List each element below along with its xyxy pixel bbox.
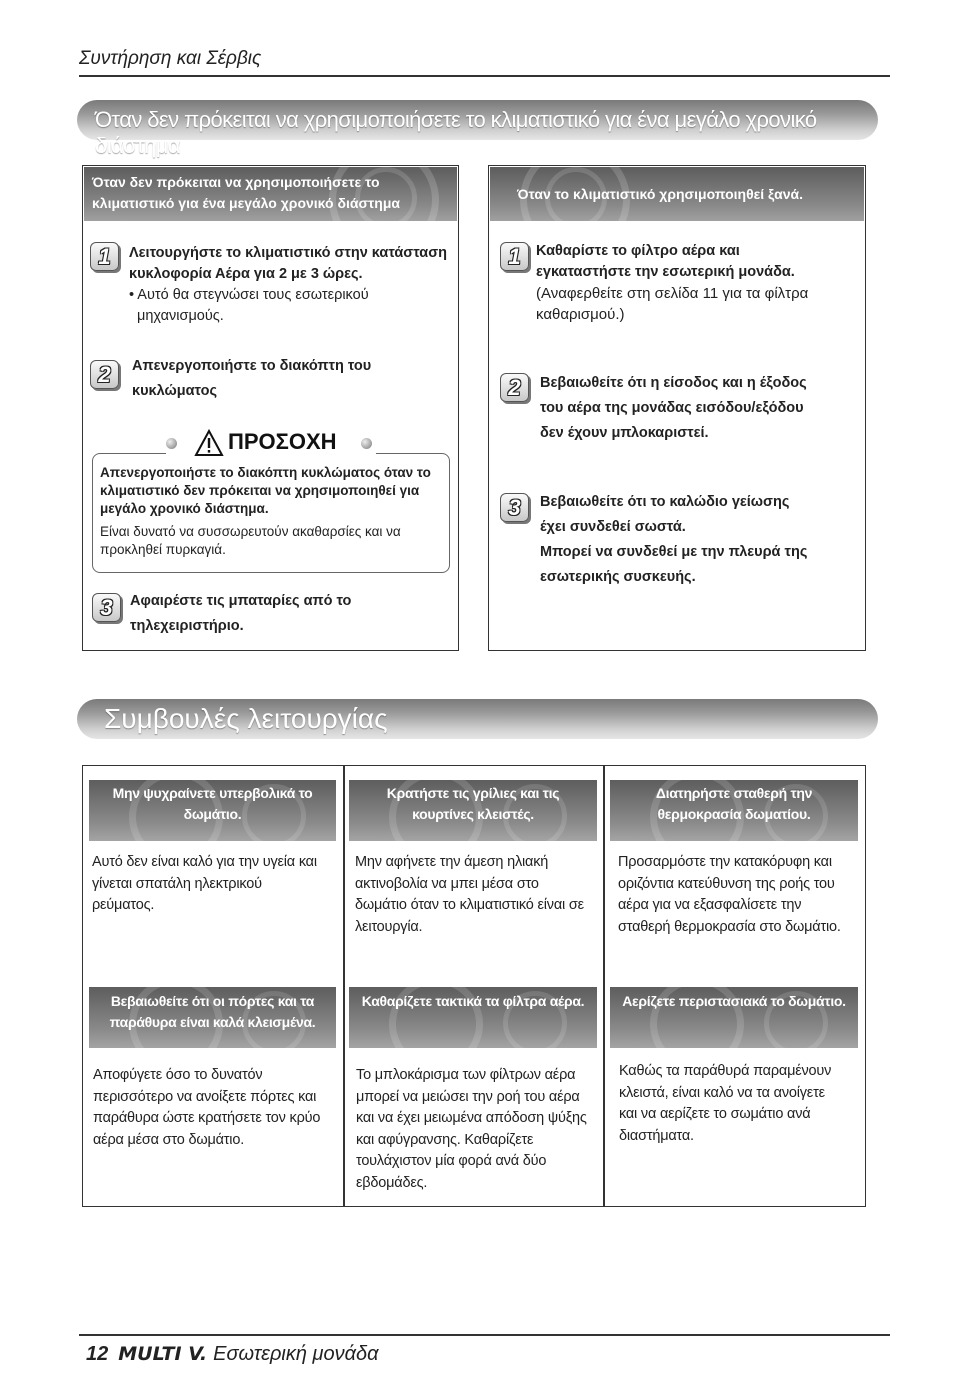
long-term-storage-banner <box>77 100 878 158</box>
tip-title: Αερίζετε περιστασιακά το δωμάτιο. <box>622 993 846 1009</box>
storage-step-2 <box>132 354 371 404</box>
warning-icon <box>194 429 224 457</box>
caution-label: ΠΡΟΣΟΧΗ <box>228 429 337 454</box>
storage-step-1 <box>129 243 447 327</box>
banner-title: Συμβουλές λειτουργίας <box>104 703 388 734</box>
tip-title: Κρατήστε τις γρίλιες και τις <box>386 785 560 801</box>
step-text: Λειτουργήστε το κλιματιστικό στην κατάσταση <box>129 245 447 261</box>
caution-bold: μεγάλο χρονικό διάστημα. <box>100 501 269 516</box>
header-rule <box>79 75 890 77</box>
banner-title: Όταν δεν πρόκειται να χρησιμοποιήσετε το κλιματιστικό για ένα μεγάλο χρονικό διάστημα <box>95 107 817 158</box>
tip-line: Αυτό δεν είναι καλό για την υγεία και <box>92 854 317 870</box>
tip-body <box>619 1061 863 1147</box>
step-text: Αφαιρέστε τις μπαταρίες από το <box>130 593 352 609</box>
tip-line: Το μπλοκάρισμα των φίλτρων αέρα <box>356 1067 576 1083</box>
tip-line: αέρα μέσα στο δωμάτιο. <box>93 1131 245 1148</box>
caution-bold: Απενεργοποιήστε το διακόπτη κυκλώματος όταν το <box>100 465 431 480</box>
step-text: κυκλώματος <box>132 383 217 399</box>
tip-header <box>89 987 336 1048</box>
step-note: μηχανισμούς. <box>137 308 224 324</box>
tip-header <box>349 780 597 841</box>
footer-text: Εσωτερική μονάδα <box>213 1343 379 1365</box>
tip-line: ακτινοβολία να μπει μέσα στο <box>355 875 539 892</box>
tip-header <box>349 987 597 1048</box>
storage-step-3 <box>130 589 351 639</box>
tip-header <box>610 987 858 1048</box>
storage-head-line1: Όταν δεν πρόκειται να χρησιμοποιήσετε το <box>92 174 380 190</box>
tip-title: κουρτίνες κλειστές. <box>412 806 534 822</box>
tip-line: μπορεί να μειώσει την ροή του αέρα <box>356 1088 580 1105</box>
tip-line: εβδομάδες. <box>356 1174 428 1191</box>
tip-body <box>355 852 600 938</box>
step-text: Βεβαιωθείτε ότι το καλώδιο γείωσης <box>540 494 790 510</box>
step-text: του αέρα της μονάδας εισόδου/εξόδου <box>540 400 804 416</box>
tip-line: Μην αφήνετε την άμεση ηλιακή <box>355 854 549 870</box>
step-number-3: 3 <box>92 593 121 622</box>
step-text: Καθαρίστε το φίλτρο αέρα και <box>536 243 740 259</box>
storage-steps-box <box>82 165 459 651</box>
step-text: έχει συνδεθεί σωστά. <box>540 519 686 535</box>
tip-line: ρεύματος. <box>92 897 155 913</box>
step-note: καθαρισμού.) <box>536 306 625 323</box>
tip-body <box>618 852 862 938</box>
tip-line: Καθώς τα παράθυρά παραμένουν <box>619 1063 832 1079</box>
step-number-1: 1 <box>90 242 119 271</box>
step-text: Βεβαιωθείτε ότι η είσοδος και η έξοδος <box>540 375 807 391</box>
tip-body <box>92 852 332 917</box>
tip-body <box>93 1065 333 1151</box>
tip-header <box>89 780 336 841</box>
tip-title: Βεβαιωθείτε ότι οι πόρτες και τα <box>110 993 315 1009</box>
tip-line: οριζόντια κατεύθυνση της ροής του <box>618 875 835 892</box>
tip-line: περισσότερο να ανοίξετε πόρτες και <box>93 1088 317 1105</box>
tip-line: διαστήματα. <box>619 1127 694 1144</box>
page-number: 12 <box>86 1343 109 1365</box>
step-text: τηλεχειριστήριο. <box>130 618 244 634</box>
footer <box>86 1343 379 1366</box>
step-note: • Αυτό θα στεγνώσει τους εσωτερικού <box>129 287 369 303</box>
tip-line: λειτουργία. <box>355 918 423 935</box>
reuse-box-header <box>490 167 864 221</box>
step-text: κυκλοφορία Αέρα για 2 με 3 ώρες. <box>129 266 363 282</box>
tip-title: Καθαρίζετε τακτικά τα φίλτρα αέρα. <box>361 993 585 1009</box>
reuse-step-2 <box>540 371 807 446</box>
caution-text <box>100 464 444 559</box>
tip-line: και να αερίζετε το σωμάτιο ανά <box>619 1106 811 1122</box>
tip-line: Αποφύγετε όσο το δυνατόν <box>93 1067 263 1083</box>
section-title: Συντήρηση και Σέρβις <box>79 48 262 69</box>
step-number-3: 3 <box>500 493 529 522</box>
tip-line: και να έχει μειωμένα απόδοση ψύξης <box>356 1110 587 1126</box>
tip-line: σταθερή θερμοκρασία στο δωμάτιο. <box>618 918 841 935</box>
step-number-2: 2 <box>500 373 529 402</box>
caution-bold: κλιματιστικό δεν πρόκειται να χρησιμοποιηθεί για <box>100 483 420 498</box>
reuse-head: Όταν το κλιματιστικό χρησιμοποιηθεί ξανά. <box>517 186 804 202</box>
tip-title: παράθυρα είναι καλά κλεισμένα. <box>109 1014 316 1030</box>
operation-tips-banner <box>77 699 878 739</box>
tip-title: δωμάτιο. <box>183 806 242 822</box>
tip-header <box>610 780 858 841</box>
tip-line: Προσαρμόστε την κατακόρυφη και <box>618 854 832 870</box>
step-note: (Αναφερθείτε στη σελίδα 11 για τα φίλτρα <box>536 285 809 302</box>
tip-title: Διατηρήστε σταθερή την <box>655 785 813 801</box>
step-text: Απενεργοποιήστε το διακόπτη του <box>132 358 372 374</box>
tip-line: και αφύγρανσης. Καθαρίζετε <box>356 1131 534 1148</box>
tip-line: παράθυρα ώστε κρατήσετε τον κρύο <box>93 1110 321 1126</box>
step-text: δεν έχουν μπλοκαριστεί. <box>540 425 709 441</box>
step-text: Μπορεί να συνδεθεί με την πλευρά της <box>540 544 808 560</box>
tip-line: αέρα για να εξασφαλίσετε την <box>618 897 802 913</box>
caution-body: προκληθεί πυρκαγιά. <box>100 542 226 557</box>
tip-body <box>356 1065 601 1194</box>
reuse-step-1 <box>536 241 808 325</box>
tip-line: δωμάτιο όταν το κλιματιστικό είναι σε <box>355 897 584 913</box>
storage-head-line2: κλιματιστικό για ένα μεγάλο χρονικό διάστημα <box>92 195 400 211</box>
step-number-2: 2 <box>90 360 119 389</box>
tip-line: τουλάχιστον μία φορά ανά δύο <box>356 1153 547 1169</box>
storage-box-header <box>84 167 457 221</box>
caution-title <box>166 428 376 458</box>
tip-title: Μην ψυχραίνετε υπερβολικά το <box>112 785 313 801</box>
tip-line: γίνεται σπατάλη ηλεκτρικού <box>92 875 262 892</box>
tip-line: κλειστά, είναι καλό να τα ανοίγετε <box>619 1084 825 1101</box>
footer-rule <box>79 1334 890 1336</box>
step-text: εγκαταστήστε την εσωτερική μονάδα. <box>536 264 795 280</box>
step-text: εσωτερικής συσκευής. <box>540 569 696 585</box>
multi-v-logo: MULTI V. <box>118 1343 208 1365</box>
step-number-1: 1 <box>500 242 529 271</box>
reuse-step-3 <box>540 490 807 590</box>
caution-body: Είναι δυνατό να συσσωρευτούν ακαθαρσίες και να <box>100 524 401 539</box>
tip-title: θερμοκρασία δωματίου. <box>657 806 811 822</box>
